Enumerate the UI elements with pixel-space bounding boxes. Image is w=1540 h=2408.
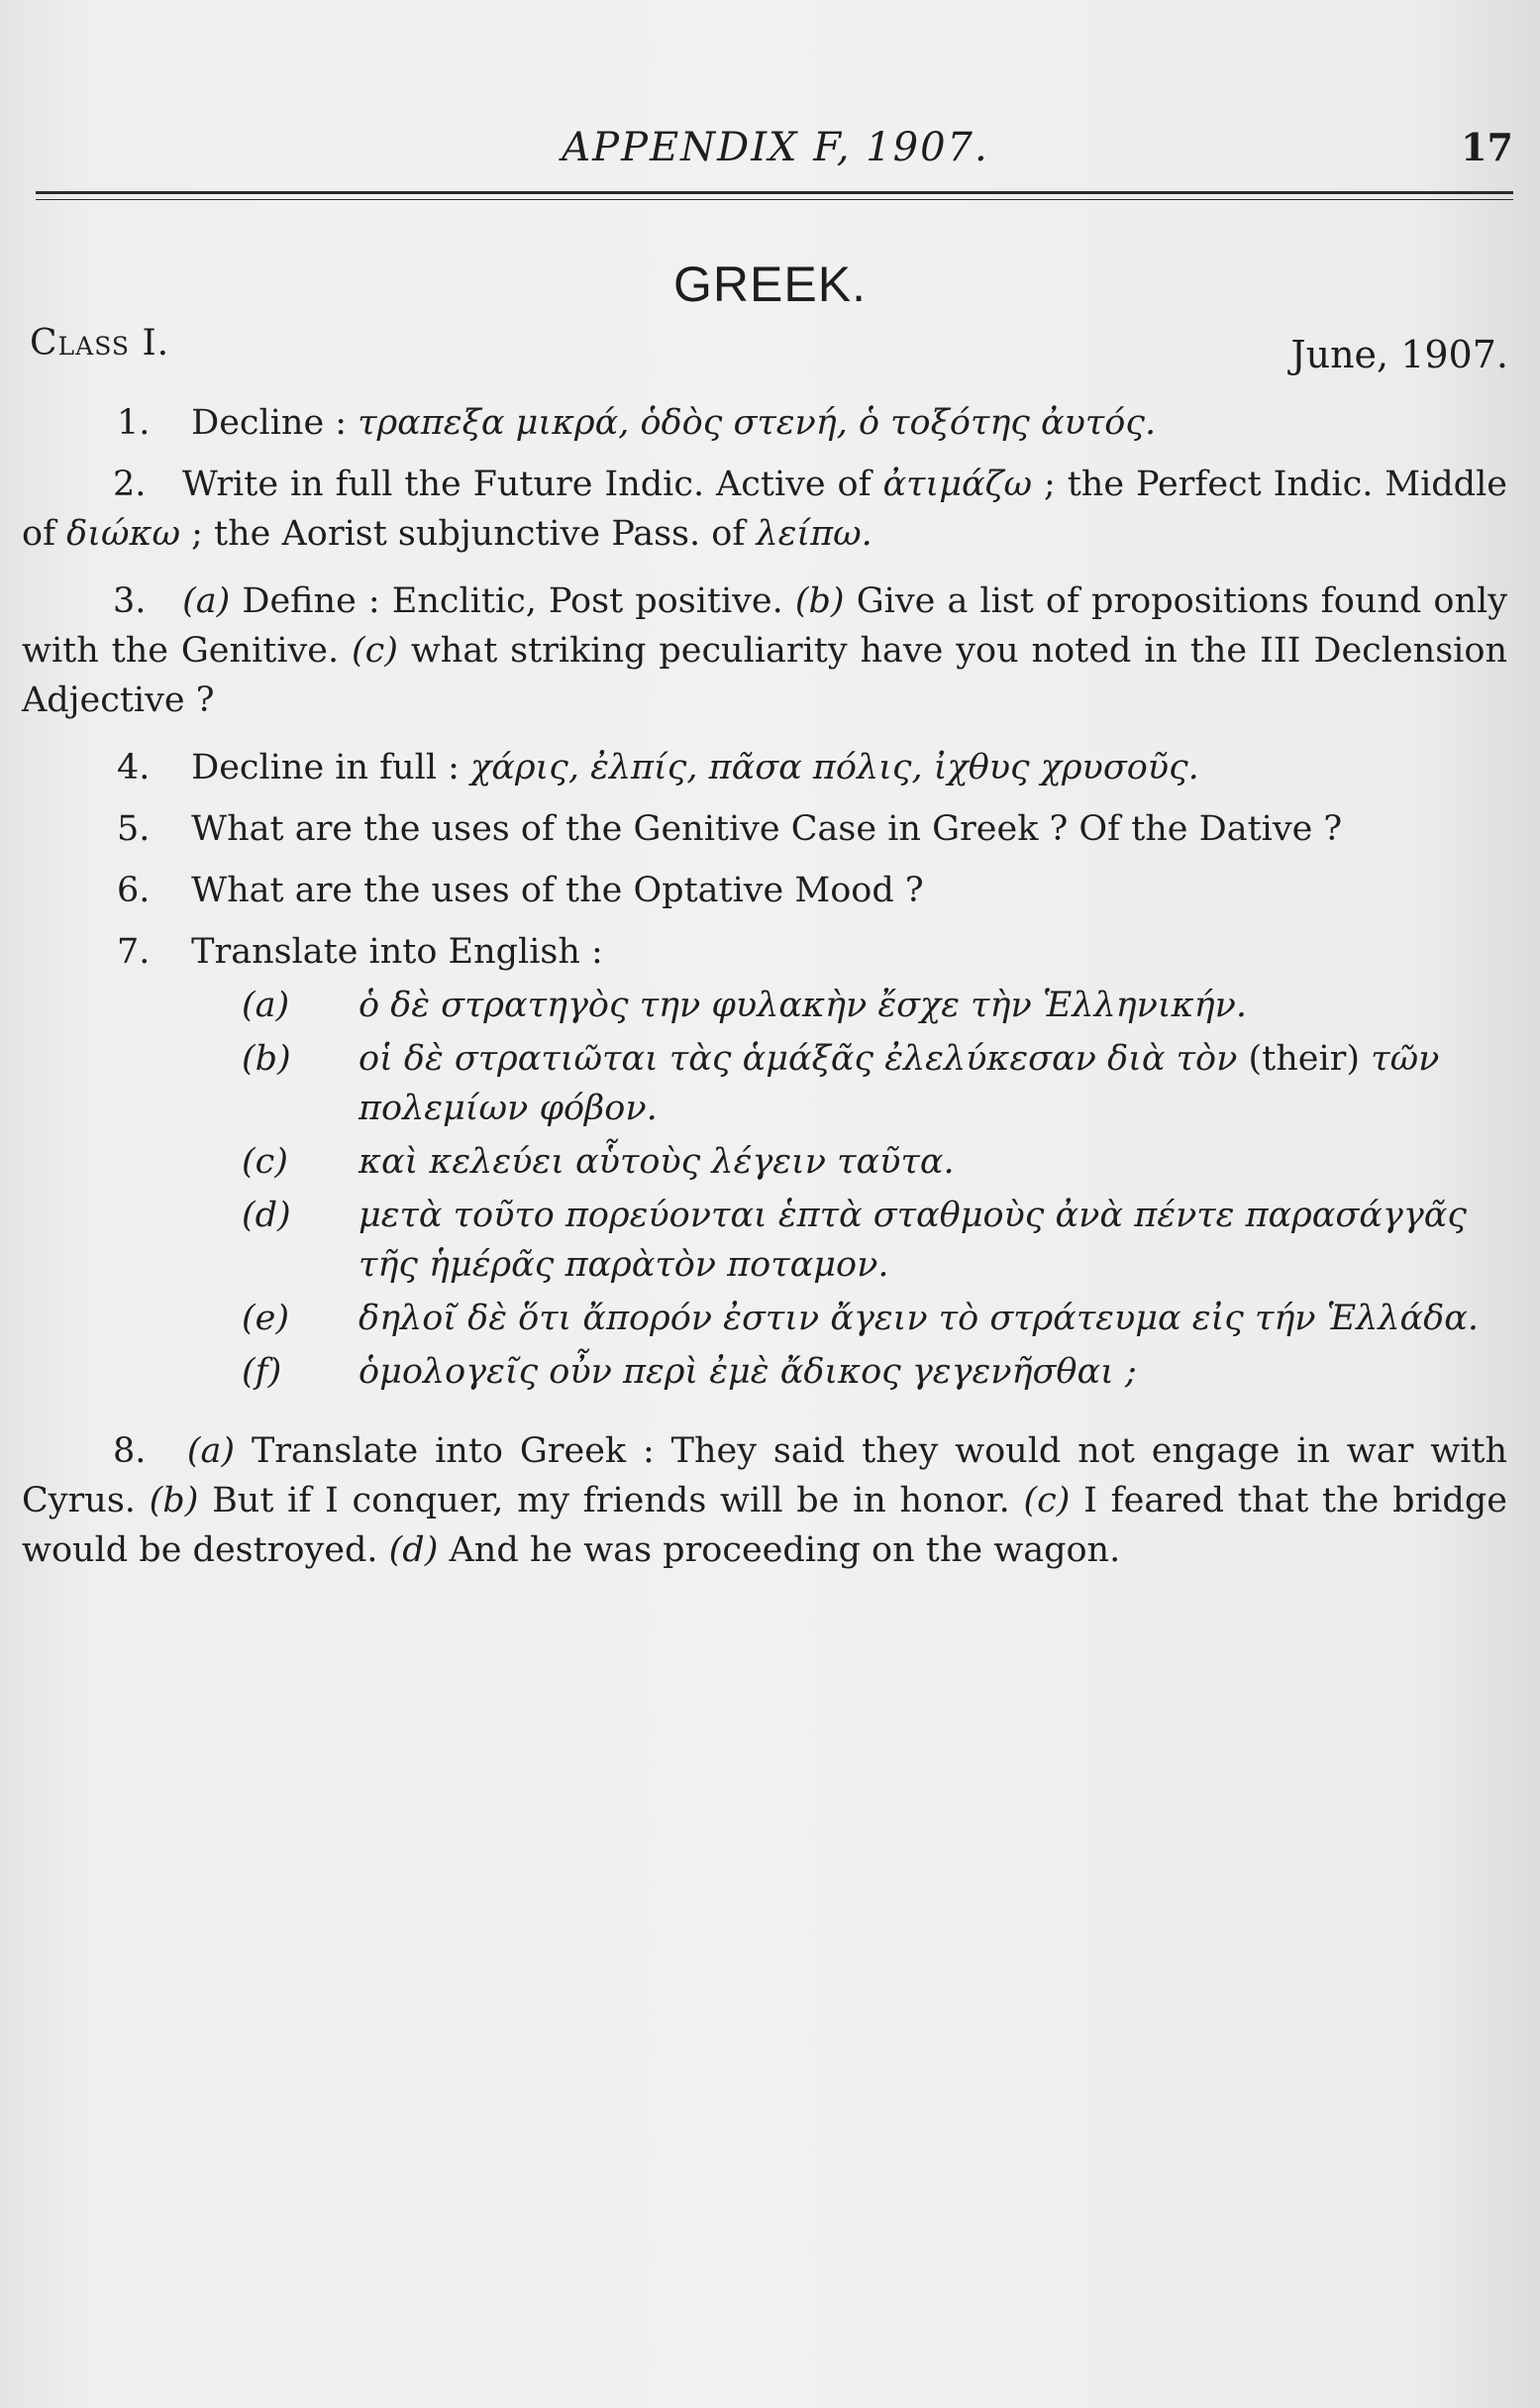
question-text: Decline : bbox=[191, 403, 348, 443]
part-letter: (a) bbox=[182, 581, 231, 621]
question-text: And he was proceeding on the wagon. bbox=[449, 1530, 1121, 1570]
english-gloss: (their) bbox=[1248, 1039, 1361, 1079]
question-text: ; the Perfect Indic. Middle of bbox=[22, 465, 1507, 554]
question-number: 5. bbox=[117, 809, 151, 849]
part-letter: (d) bbox=[388, 1530, 439, 1570]
part-letter: (c) bbox=[352, 631, 398, 671]
header-rule-thin bbox=[36, 199, 1513, 200]
greek-sentence: ὁμολογεῖς οὖν περὶ ἐμὲ ἄδικος γεγενῆσθαι ; bbox=[359, 1352, 1137, 1392]
question-number: 6. bbox=[117, 871, 151, 910]
greek-word: λείπω. bbox=[756, 514, 873, 554]
item-letter: (c) bbox=[242, 1142, 288, 1182]
list-item bbox=[22, 1294, 1507, 1343]
question-1 bbox=[22, 398, 1507, 448]
greek-sentence: δηλοῖ δὲ ὅτι ἄπορόν ἐστιν ἄγειν τὸ στράτευμα εἰς τήν Ἑλλάδα. bbox=[359, 1299, 1479, 1338]
list-item bbox=[22, 1347, 1507, 1397]
question-2 bbox=[22, 460, 1507, 559]
question-text: I feared that the bridge would be destroyed. bbox=[22, 1481, 1507, 1570]
question-text: Write in full the Future Indic. Active of bbox=[181, 465, 872, 504]
question-5 bbox=[22, 804, 1507, 854]
running-title: APPENDIX F, 1907. bbox=[562, 125, 989, 170]
question-number: 1. bbox=[117, 403, 151, 443]
item-letter: (a) bbox=[242, 986, 290, 1025]
translation-list bbox=[22, 981, 1507, 1397]
item-letter: (f) bbox=[242, 1352, 282, 1392]
greek-sentence: τῶν πολεμίων φόβον. bbox=[359, 1039, 1440, 1128]
exam-date: June, 1907. bbox=[1290, 333, 1508, 376]
header-rule-thick bbox=[36, 191, 1513, 194]
list-item bbox=[22, 981, 1507, 1030]
greek-sentence: μετὰ τοῦτο πορεύονται ἑπτὰ σταθμοὺς ἀνὰ πέντε παρασάγγᾶς τῆς ἡμέρᾶς παρὰτὸν ποταμον. bbox=[359, 1196, 1467, 1285]
list-item bbox=[22, 1191, 1507, 1290]
item-letter: (d) bbox=[242, 1196, 291, 1235]
question-text: But if I conquer, my friends will be in honor. bbox=[212, 1481, 1010, 1520]
running-header bbox=[38, 125, 1513, 184]
question-text: What are the uses of the Optative Mood ? bbox=[191, 871, 924, 910]
item-letter: (e) bbox=[242, 1299, 290, 1338]
part-letter: (a) bbox=[186, 1431, 236, 1471]
question-8 bbox=[22, 1426, 1507, 1575]
question-number: 3. bbox=[113, 581, 147, 621]
item-letter: (b) bbox=[242, 1039, 291, 1079]
greek-text: τραπεξα μικρά, ὁδὸς στενή, ὁ τοξότης ἀυτός. bbox=[358, 403, 1157, 443]
class-label: Class I. bbox=[30, 323, 170, 364]
question-text: Translate into Greek : They said they would not engage in war with Cyrus. bbox=[22, 1431, 1507, 1520]
question-text: What are the uses of the Genitive Case in Greek ? Of the Dative ? bbox=[191, 809, 1343, 849]
question-6 bbox=[22, 866, 1507, 915]
list-item bbox=[22, 1034, 1507, 1133]
question-text: Define : Enclitic, Post positive. bbox=[242, 581, 783, 621]
question-text: Decline in full : bbox=[191, 748, 460, 787]
greek-sentence: ὁ δὲ στρατηγὸς την φυλακὴν ἔσχε τὴν Ἑλληνικήν. bbox=[359, 986, 1247, 1025]
greek-text: χάρις, ἐλπίς, πᾶσα πόλις, ἰχθυς χρυσοῦς. bbox=[470, 748, 1199, 787]
greek-word: διώκω bbox=[66, 514, 180, 554]
question-text: ; the Aorist subjunctive Pass. of bbox=[191, 514, 746, 554]
section-title: GREEK. bbox=[673, 257, 867, 312]
question-number: 2. bbox=[113, 465, 147, 504]
question-list bbox=[22, 398, 1507, 1593]
question-4 bbox=[22, 743, 1507, 792]
greek-sentence: οἱ δὲ στρατιῶται τὰς ἁμάξᾶς ἐλελύκεσαν διὰ τὸν bbox=[359, 1039, 1238, 1079]
part-letter: (c) bbox=[1023, 1481, 1071, 1520]
question-number: 7. bbox=[117, 932, 151, 972]
question-3 bbox=[22, 576, 1507, 725]
question-7 bbox=[22, 927, 1507, 977]
greek-sentence: καὶ κελεύει αὗτοὺς λέγειν ταῦτα. bbox=[359, 1142, 955, 1182]
list-item bbox=[22, 1137, 1507, 1187]
page-number: 17 bbox=[1461, 125, 1513, 169]
part-letter: (b) bbox=[794, 581, 845, 621]
question-text: Give a list of propositions found only with the Genitive. bbox=[22, 581, 1507, 671]
question-text: what striking peculiarity have you noted in the III Declension Adjective ? bbox=[22, 631, 1507, 720]
question-number: 4. bbox=[117, 748, 151, 787]
part-letter: (b) bbox=[149, 1481, 199, 1520]
greek-word: ἀτιμάζω bbox=[882, 465, 1033, 504]
question-text: Translate into English : bbox=[191, 932, 603, 972]
question-number: 8. bbox=[113, 1431, 147, 1471]
